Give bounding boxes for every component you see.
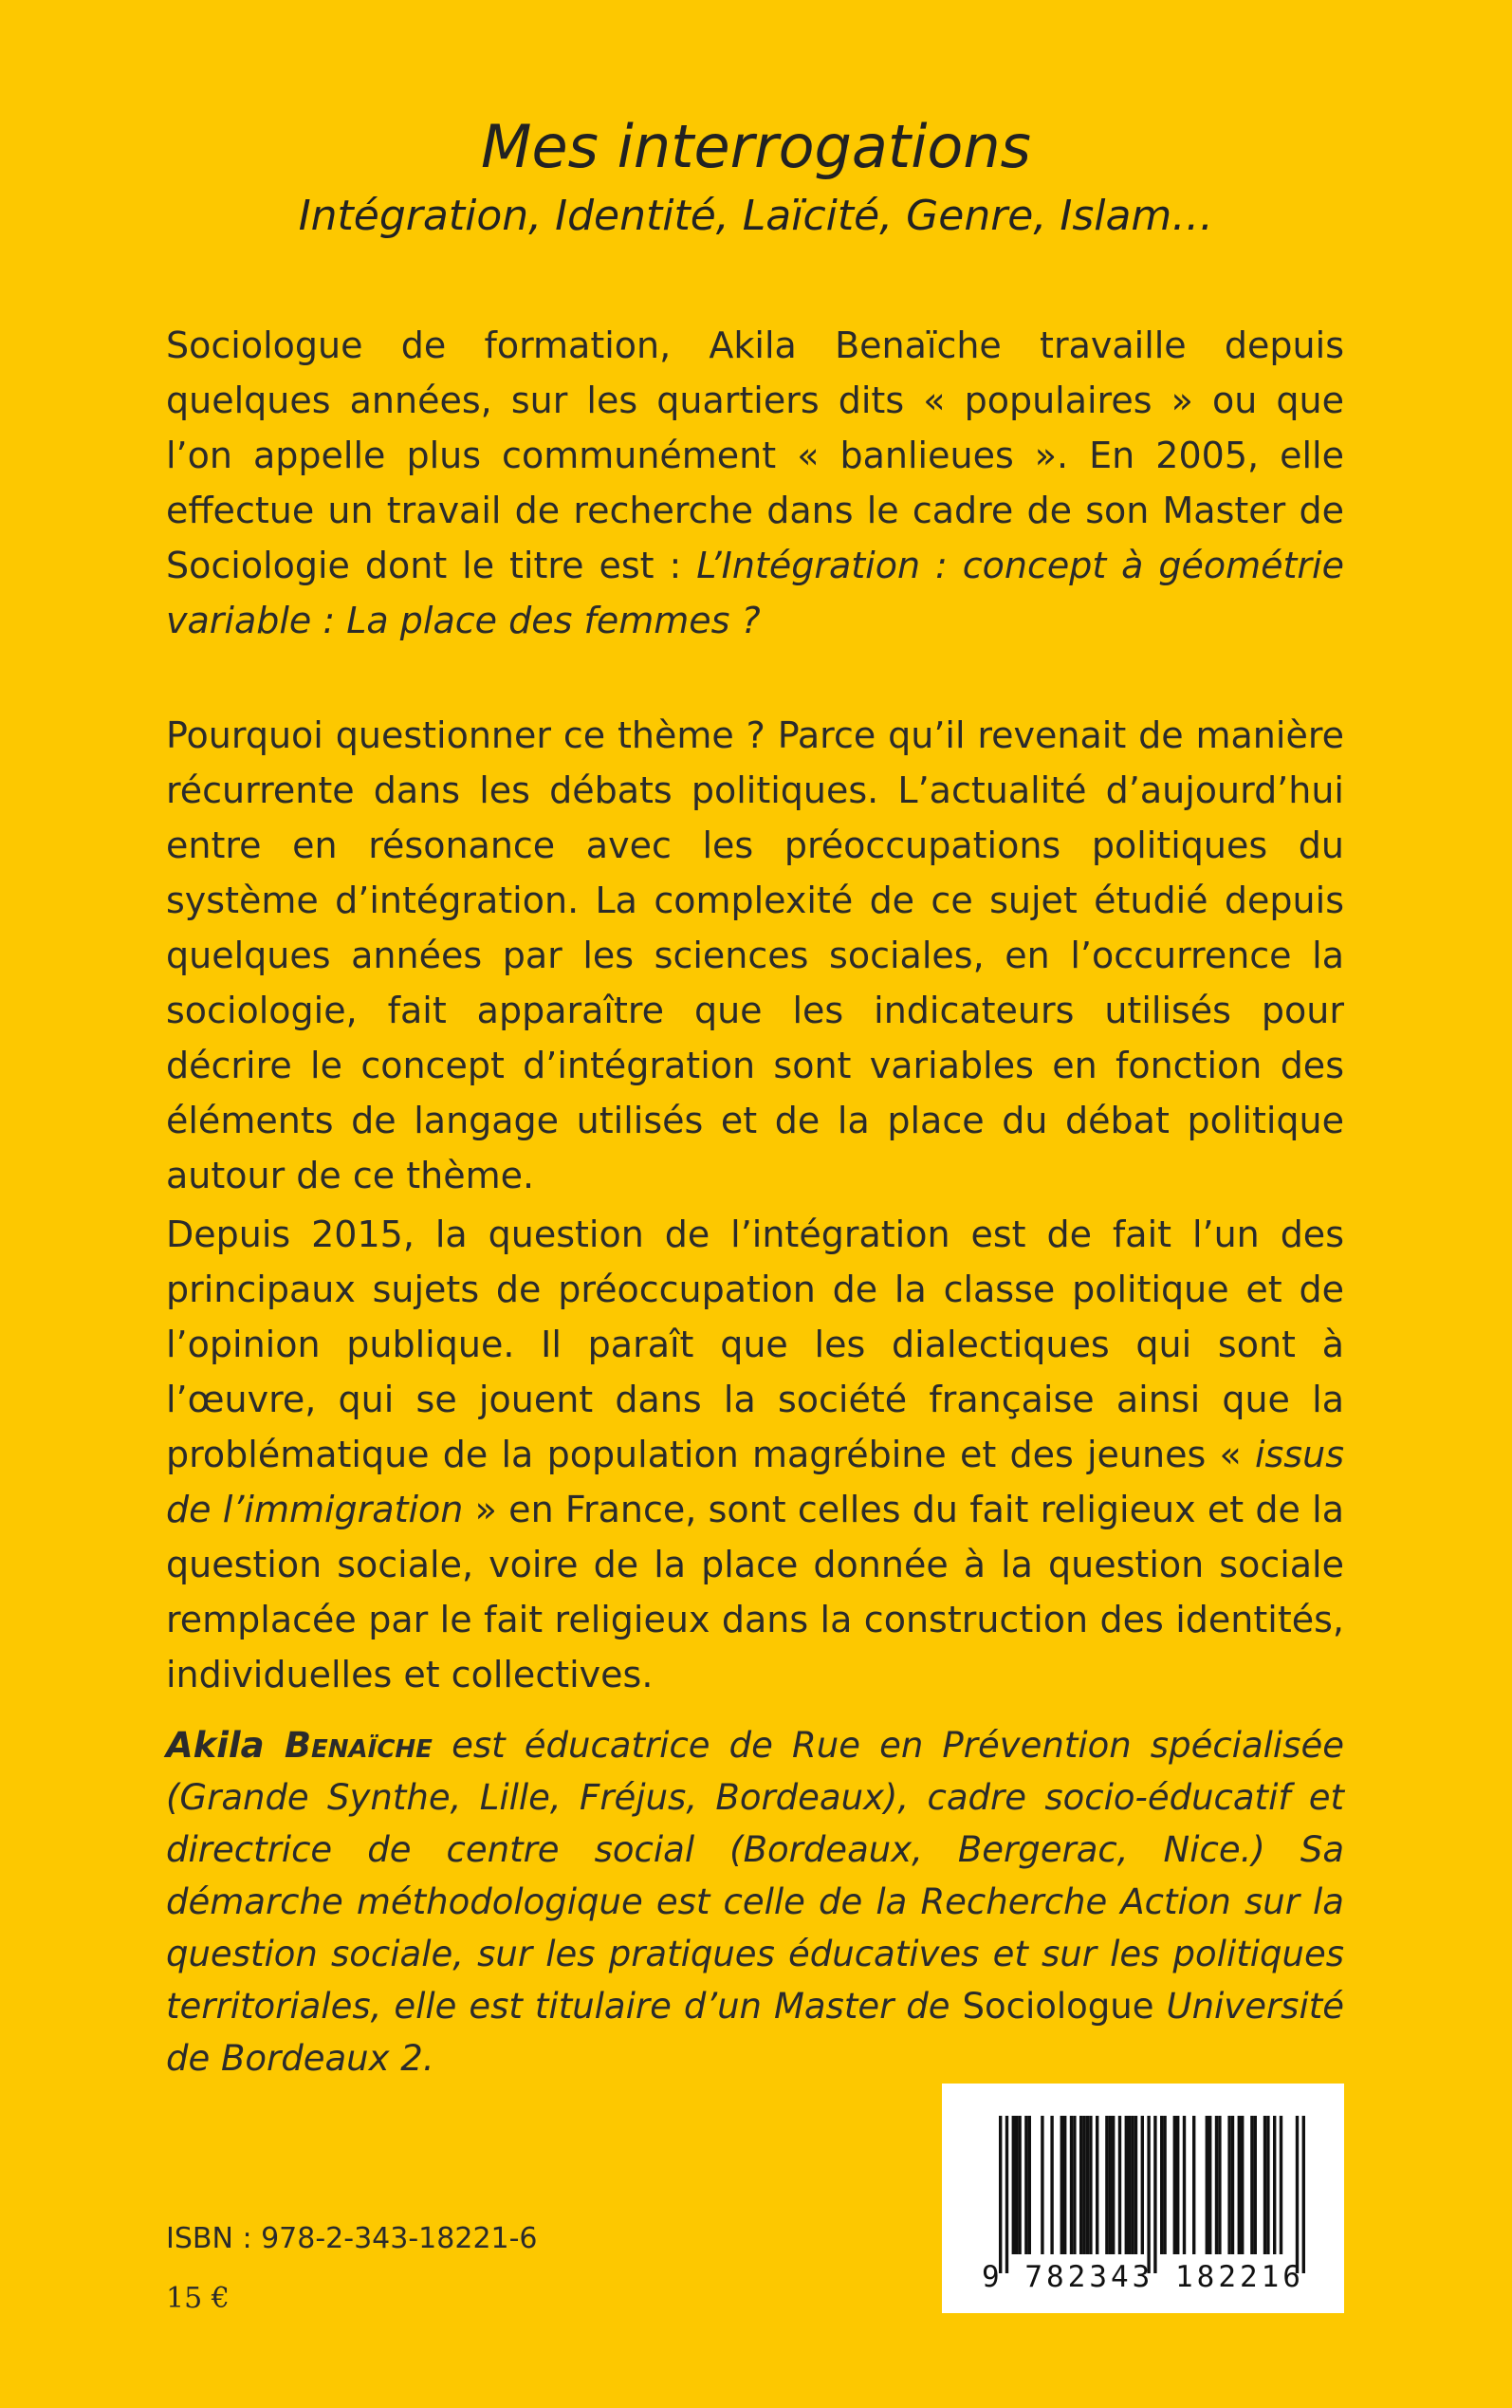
- paragraph-context-end: » en France, sont celles du fait religieux et de la question sociale, voire de la place donnée à la question sociale remplacée par le fait religieux dans la construction des identités, individuelles et collectives.: [166, 1489, 1344, 1695]
- isbn-label: ISBN : 978-2-343-18221-6: [166, 2222, 538, 2255]
- barcode-bar: [1280, 2116, 1282, 2254]
- barcode-bar: [1147, 2116, 1150, 2273]
- barcode-bar: [1241, 2116, 1244, 2254]
- barcode-bar: [1018, 2116, 1021, 2254]
- barcode-bar: [1163, 2116, 1166, 2254]
- barcode-bar: [1060, 2116, 1063, 2254]
- barcode-bar: [1105, 2116, 1108, 2254]
- barcode-bar: [1183, 2116, 1186, 2254]
- barcode-bar: [1134, 2116, 1137, 2254]
- barcode-bar: [1302, 2116, 1305, 2273]
- paragraph-question: Pourquoi questionner ce thème ? Parce qu’il revenait de manière récurrente dans les débats politiques. L’actualité d’aujourd’hui entre en résonance avec les préoccupations politiques du système d’intégration. La complexité de ce sujet étudié depuis quelques années par les sciences sociales, en l’occurrence la sociologie, fait apparaître que les indicateurs utilisés pour décrire le concept d’intégration sont variables en fonction des éléments de langage utilisés et de la place du débat politique autour de ce thème.: [166, 714, 1344, 1196]
- barcode-bar: [999, 2116, 1002, 2273]
- paragraph-intro-text: Sociologue de formation, Akila Benaïche travaille depuis quelques années, sur les quartiers dits « populaires » ou que l’on appelle plus communément « banlieues ». En 2005, elle effectue un travail de recherche dans le cadre de son Master de Sociologie dont le titre est :: [166, 324, 1344, 586]
- barcode-bar: [1218, 2116, 1221, 2254]
- barcode-bar: [1012, 2116, 1015, 2254]
- barcode-bar: [1073, 2116, 1076, 2254]
- barcode: [942, 2084, 1344, 2313]
- author-bio: [166, 1719, 1344, 2084]
- paragraph-context-italic: issus de l’immigration: [166, 1434, 1344, 1530]
- author-first-name: Akila: [166, 1725, 265, 1766]
- barcode-bar: [1024, 2116, 1027, 2254]
- barcode-bar: [1118, 2116, 1121, 2254]
- author-bio-university: Université de Bordeaux 2.: [166, 1986, 1344, 2079]
- barcode-bar: [1254, 2116, 1257, 2254]
- barcode-bar: [1192, 2116, 1195, 2254]
- barcode-bar: [1086, 2116, 1089, 2254]
- barcode-bar: [1096, 2116, 1098, 2254]
- barcode-bar: [1089, 2116, 1092, 2254]
- barcode-bar: [1173, 2116, 1176, 2254]
- barcode-bar: [1176, 2116, 1179, 2254]
- barcode-bar: [1208, 2116, 1211, 2254]
- barcode-bar: [1109, 2116, 1112, 2254]
- barcode-bar: [1266, 2116, 1269, 2254]
- price-label: 15 €: [166, 2282, 230, 2315]
- barcode-bar: [1141, 2116, 1144, 2254]
- barcode-bar: [1015, 2116, 1018, 2254]
- author-bio-text: est éducatrice de Rue en Prévention spécialisée (Grande Synthe, Lille, Fréjus, Bordeaux), cadre socio-éducatif et directrice de centre social (Bordeaux, Bergerac, Nice.) Sa démarche méthodologique est celle de la Recherche Action sur la question sociale, sur les pratiques éducatives et sur les politiques territoriales, elle est titulaire d’un Master de: [166, 1725, 1344, 2027]
- author-bio-degree: Sociologue: [950, 1986, 1154, 2027]
- barcode-bar: [1263, 2116, 1266, 2254]
- barcode-bar: [1128, 2116, 1131, 2254]
- barcode-bar: [1005, 2116, 1008, 2273]
- paragraph-intro: [166, 318, 1344, 648]
- barcode-bar: [1160, 2116, 1163, 2254]
- barcode-bar: [1273, 2116, 1276, 2254]
- barcode-bar: [1206, 2116, 1208, 2254]
- barcode-bar: [1028, 2116, 1031, 2254]
- book-title: Mes interrogations: [481, 112, 1031, 181]
- barcode-bar: [1112, 2116, 1115, 2254]
- barcode-bar: [1131, 2116, 1134, 2254]
- paragraph-context: [166, 1207, 1344, 1702]
- author-last-name: Benaïche: [284, 1725, 433, 1766]
- barcode-bar: [1231, 2116, 1234, 2254]
- barcode-bar: [1125, 2116, 1128, 2254]
- barcode-bar: [1296, 2116, 1299, 2273]
- barcode-bar: [1215, 2116, 1218, 2254]
- barcode-bar: [1082, 2116, 1085, 2254]
- thesis-title: L’Intégration : concept à géométrie variable : La place des femmes ?: [166, 545, 1344, 641]
- barcode-bar: [1153, 2116, 1156, 2273]
- author-name: [166, 1725, 433, 1766]
- barcode-bar: [1050, 2116, 1053, 2254]
- barcode-bar: [1227, 2116, 1230, 2254]
- barcode-bar: [1063, 2116, 1066, 2254]
- book-subtitle: Intégration, Identité, Laïcité, Genre, Islam…: [298, 192, 1214, 240]
- barcode-bar: [1250, 2116, 1253, 2254]
- paragraph-context-start: Depuis 2015, la question de l’intégration est de fait l’un des principaux sujets de préoccupation de la classe politique et de l’opinion publique. Il paraît que les dialectiques qui sont à l’œuvre, qui se jouent dans la société française ainsi que la problématique de la population magrébine et des jeunes «: [166, 1213, 1344, 1475]
- barcode-bar: [1041, 2116, 1043, 2254]
- barcode-bar: [1079, 2116, 1082, 2254]
- barcode-digits: 9 782343 182216: [982, 2260, 1304, 2294]
- barcode-bar: [1238, 2116, 1241, 2254]
- barcode-bar: [1070, 2116, 1073, 2254]
